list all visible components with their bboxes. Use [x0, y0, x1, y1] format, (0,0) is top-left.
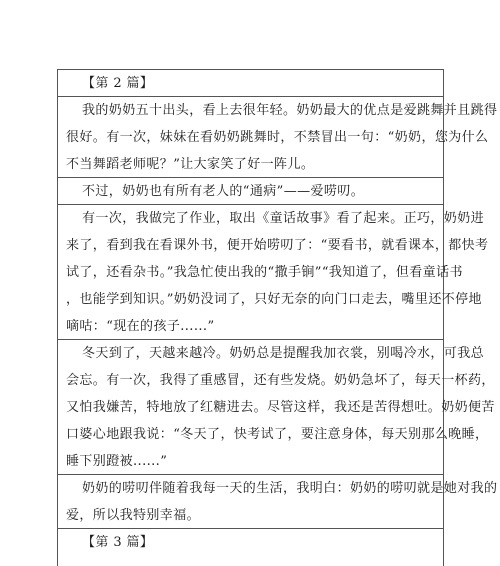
section-heading: 【第 2 篇】 — [82, 76, 154, 91]
paragraph-row — [58, 96, 498, 177]
text-line: 奶奶的唠叨伴随着我每一天的生活，我明白：奶奶的唠叨就是她对我的 — [82, 481, 498, 496]
text-line: ，也能学到知识。”奶奶没词了，只好无奈的向门口走去，嘴里还不停地 — [66, 292, 482, 307]
section-heading: 【第 3 篇】 — [82, 535, 154, 550]
text-line: 不过，奶奶也有所有老人的“通病”——爱唠叨。 — [82, 184, 365, 199]
paragraph-row — [58, 204, 489, 339]
text-line: 爱，所以我特别幸福。 — [66, 508, 201, 523]
paragraph-row — [58, 474, 498, 528]
text-line: 来了，看到我在看课外书，便开始唠叨了：“要看书，就看课本，都快考 — [66, 238, 489, 253]
text-line: 会忘。有一次，我得了重感冒，还有些发烧。奶奶急坏了，每天一杯药， — [66, 373, 495, 388]
text-line: 口婆心地跟我说：“冬天了，快考试了，要注意身体，每天别那么晚睡， — [66, 427, 489, 442]
text-line: 不当舞蹈老师呢？”让大家笑了好一阵儿。 — [66, 157, 315, 172]
paragraph-row — [58, 177, 443, 204]
text-line: 睡下别蹬被......” — [66, 454, 168, 469]
paragraph-row — [58, 339, 495, 474]
text-line: 嘀咕：“现在的孩子......” — [66, 319, 215, 334]
text-line: 试了，还看杂书。”我急忙使出我的“撒手锏”“我知道了，但看童话书 — [66, 265, 463, 280]
text-line: 有一次，我做完了作业，取出《童话故事》看了起来。正巧，奶奶进 — [82, 211, 485, 226]
heading-row — [58, 528, 443, 566]
text-line: 冬天到了，天越来越冷。奶奶总是提醒我加衣裳，别喝冷水，可我总 — [82, 346, 485, 361]
heading-row — [58, 69, 443, 96]
document-page — [57, 69, 498, 566]
text-line: 很好。有一次，妹妹在看奶奶跳舞时，不禁冒出一句：“奶奶，您为什么 — [66, 130, 489, 145]
text-line: 我的奶奶五十出头，看上去很年轻。奶奶最大的优点是爱跳舞并且跳得 — [82, 103, 498, 118]
text-line: 又怕我嫌苦，特地放了红糖进去。尽管这样，我还是苦得想吐。奶奶便苦 — [66, 400, 495, 415]
